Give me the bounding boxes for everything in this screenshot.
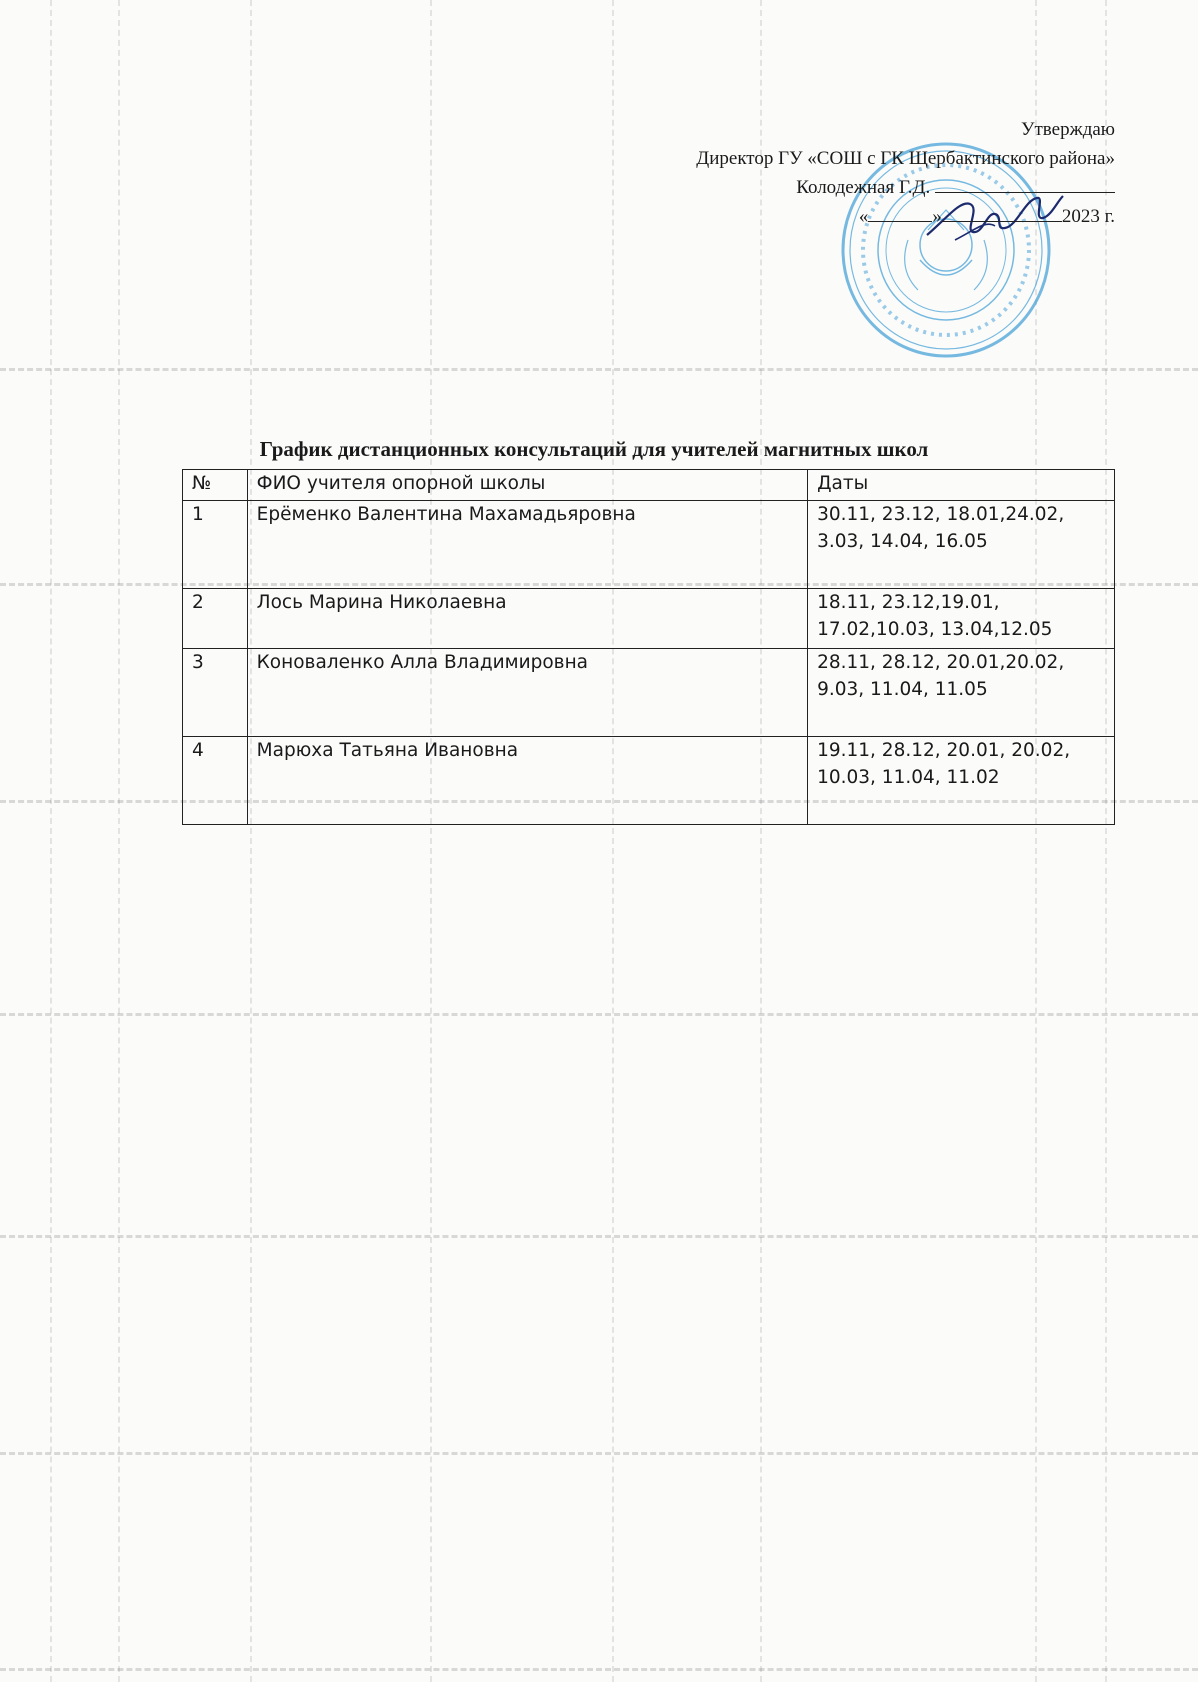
scan-artifact-line (0, 368, 1198, 373)
row-teacher-name: Коноваленко Алла Владимировна (247, 649, 807, 737)
row-number: 3 (183, 649, 248, 737)
date-day-blank (868, 203, 932, 222)
approver-position: Директор ГУ «СОШ с ГК Щербактинского района» (696, 148, 1115, 169)
row-dates: 18.11, 23.12,19.01, 17.02,10.03, 13.04,12.05 (808, 589, 1115, 649)
header-number: № (183, 470, 248, 501)
schedule-table (182, 469, 1115, 825)
date-month-blank (942, 203, 1062, 222)
row-dates: 30.11, 23.12, 18.01,24.02, 3.03, 14.04, 16.05 (808, 501, 1115, 589)
date-quote-close: » (932, 206, 942, 227)
scan-artifact-line (1105, 0, 1109, 1682)
row-number: 2 (183, 589, 248, 649)
document-title (0, 437, 1198, 462)
scan-artifact-line (0, 1452, 1198, 1457)
date-quote-open: « (858, 206, 869, 227)
row-number: 1 (183, 501, 248, 589)
header-dates: Даты (808, 470, 1115, 501)
approver-name: Колодежная Г.Д. (796, 177, 931, 198)
approval-block (696, 115, 1115, 231)
signature-line (935, 174, 1115, 193)
scan-artifact-line (430, 0, 434, 1682)
scan-artifact-line (250, 0, 254, 1682)
row-number: 4 (183, 737, 248, 825)
scan-artifact-line (612, 0, 616, 1682)
scan-artifact-line (760, 0, 764, 1682)
row-dates: 28.11, 28.12, 20.01,20.02, 9.03, 11.04, 11.05 (808, 649, 1115, 737)
approver-name-line (696, 173, 1115, 202)
scan-artifact-line (0, 1235, 1198, 1240)
approval-date-line (696, 202, 1115, 231)
table-row (183, 589, 1115, 649)
date-year: 2023 г. (1061, 206, 1115, 227)
table-header-row (183, 470, 1115, 501)
scan-artifact-line (118, 0, 122, 1682)
table-row (183, 501, 1115, 589)
row-teacher-name: Лось Марина Николаевна (247, 589, 807, 649)
scan-artifact-line (0, 1668, 1198, 1673)
approval-label: Утверждаю (1021, 119, 1115, 140)
document-title-text: График дистанционных консультаций для учителей магнитных школ (259, 437, 929, 461)
row-teacher-name: Марюха Татьяна Ивановна (247, 737, 807, 825)
table-row (183, 649, 1115, 737)
row-teacher-name: Ерёменко Валентина Махамадьяровна (247, 501, 807, 589)
row-dates: 19.11, 28.12, 20.01, 20.02, 10.03, 11.04, 11.02 (808, 737, 1115, 825)
scan-artifact-line (50, 0, 54, 1682)
header-teacher-name: ФИО учителя опорной школы (247, 470, 807, 501)
scan-artifact-line (0, 1013, 1198, 1018)
table-row (183, 737, 1115, 825)
